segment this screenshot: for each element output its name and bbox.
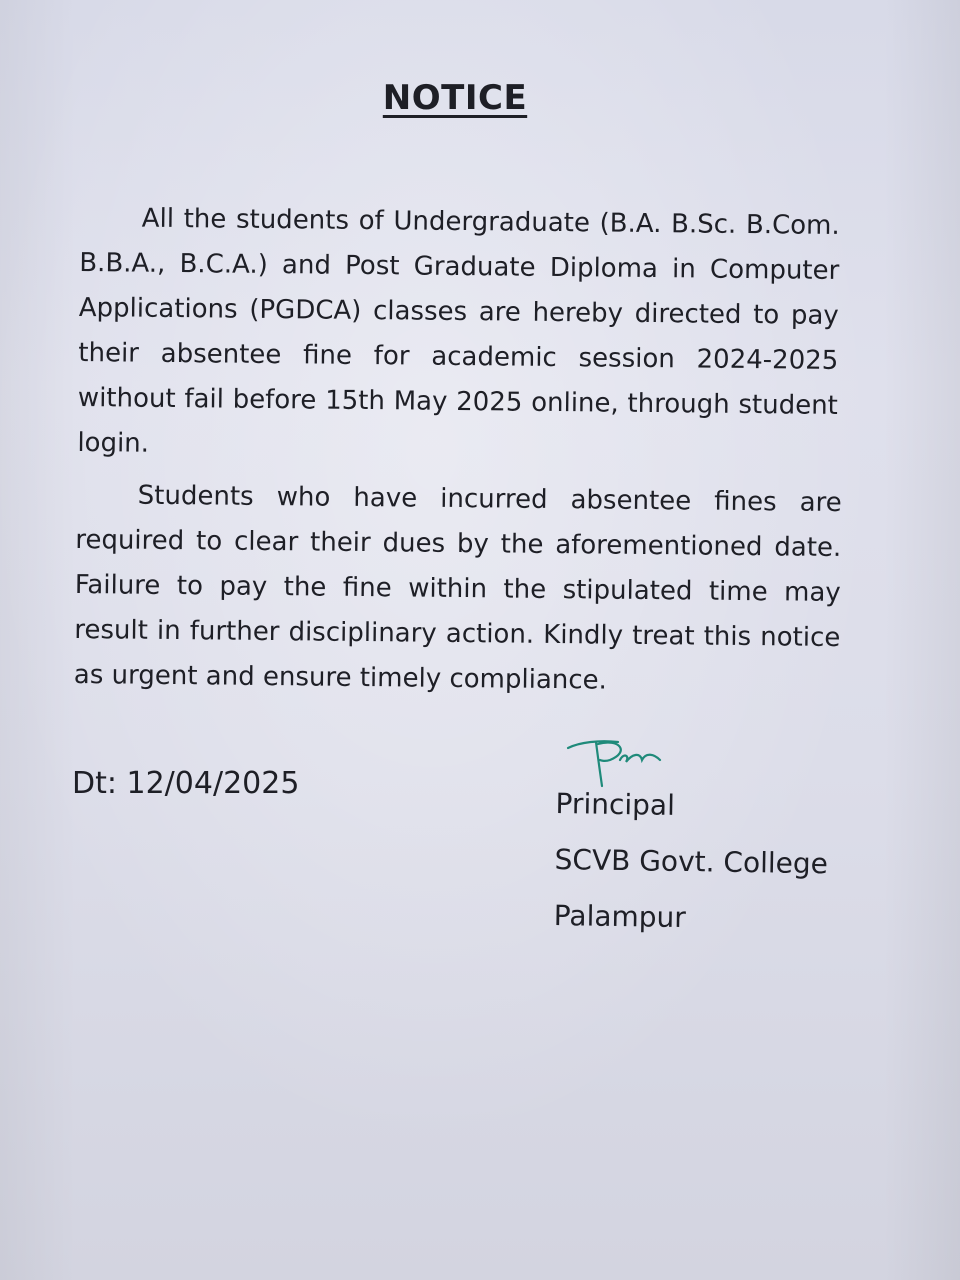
signatory-institution: SCVB Govt. College [554,842,829,881]
notice-title-text: NOTICE [382,78,528,118]
notice-title [0,78,910,118]
notice-paragraph-2: Students who have incurred absentee fines are required to clear their dues by the aforementioned date. Failure to pay the fine within the stipulated time may result in further disciplinary action. Kindly treat this notice as urgent and ensure timely compliance. [73,480,842,696]
notice-paragraph-1: All the students of Undergraduate (B.A. B.Sc. B.Com. B.B.A., B.C.A.) and Post Graduate Diploma in Computer Applications (PGDCA) classes are hereby directed to pay their absentee fine for academic session 2024-2025 without fail before 15th May 2025 online, through student login. [77,203,840,459]
notice-date: Dt: 12/04/2025 [72,766,300,801]
signatory-location: Palampur [553,898,687,935]
signatory-designation: Principal [555,786,676,822]
signatory-block [553,776,829,948]
